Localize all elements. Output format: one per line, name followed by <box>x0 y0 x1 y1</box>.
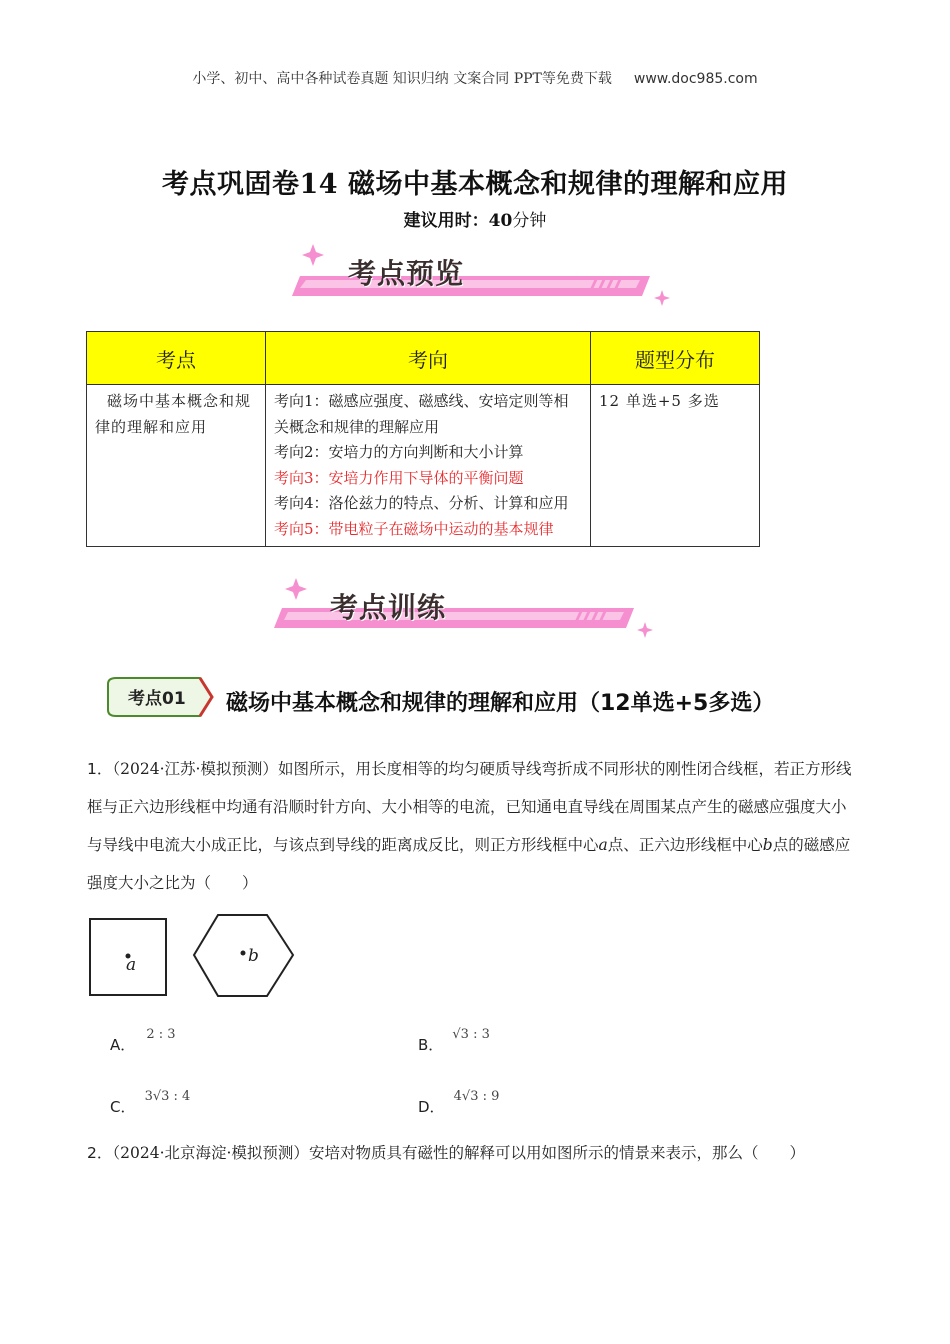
option-b[interactable] <box>418 1027 490 1055</box>
banner-decoration <box>0 576 950 640</box>
option-d-label: D． <box>418 1098 445 1116</box>
question-number: 2． <box>87 1144 113 1162</box>
question-number: 1． <box>87 760 113 778</box>
question-2 <box>87 1134 857 1172</box>
hexagon-frame <box>194 915 293 996</box>
direction-item: 考向3：安培力作用下导体的平衡问题 <box>274 468 524 487</box>
option-a-value: 2 : 3 <box>146 1027 176 1042</box>
var-b: b <box>762 836 773 854</box>
banner-overview-label: 考点预览 <box>348 257 465 290</box>
direction-item: 考向5：带电粒子在磁场中运动的基本规律 <box>274 519 554 538</box>
page-title: 考点巩固卷14 磁场中基本概念和规律的理解和应用 <box>162 169 788 200</box>
var-a: a <box>598 836 608 854</box>
header-topic: 考点 <box>87 332 266 385</box>
sparkle-icon <box>285 578 307 600</box>
question-text: 如图所示，用长度相等的均匀硬质导线弯折成不同形状的刚性闭合线框，若正方形线框与正六边形线框中均通有沿顺时针方向、大小相等的电流，已知通电直导线在周围某点产生的磁感应强度大小与导线中电流大小成正比，与该点到导线的距离成反比，则正方形线框中心 <box>87 760 852 854</box>
direction-item: 考向2：安培力的方向判断和大小计算 <box>274 443 524 461</box>
header-tagline: 小学、初中、高中各种试卷真题 知识归纳 文案合同 PPT等免费下载 <box>192 71 612 87</box>
question-source: （2024·江苏·模拟预测） <box>112 760 278 778</box>
option-b-label: B． <box>418 1036 444 1054</box>
banner-decoration <box>0 242 950 306</box>
figure-square-hexagon <box>86 913 306 1003</box>
banner-overview <box>0 242 950 306</box>
suggested-time <box>0 206 950 231</box>
point-b <box>241 951 246 956</box>
page-header <box>0 68 950 88</box>
option-a-label: A． <box>110 1036 136 1054</box>
banner-training-label: 考点训练 <box>330 591 447 624</box>
direction-cell <box>266 385 591 547</box>
option-c[interactable] <box>110 1089 191 1117</box>
question-source: （2024·北京海淀·模拟预测） <box>112 1144 309 1162</box>
direction-item: 考向4：洛伦兹力的特点、分析、计算和应用 <box>274 494 569 512</box>
sparkle-icon <box>654 290 670 306</box>
section-title: 磁场中基本概念和规律的理解和应用（12单选+5多选） <box>226 691 775 716</box>
option-d-value: 4√3 : 9 <box>453 1089 500 1104</box>
header-direction: 考向 <box>266 332 591 385</box>
figure-label-a: a <box>126 955 137 975</box>
table-row <box>87 385 760 547</box>
direction-item: 考向1：磁感应强度、磁感线、安培定则等相关概念和规律的理解应用 <box>274 392 569 436</box>
header-distribution: 题型分布 <box>591 332 760 385</box>
figure-label-b: b <box>248 946 259 966</box>
option-c-value: 3√3 : 4 <box>144 1089 191 1104</box>
banner-training <box>0 576 950 640</box>
section-badge <box>104 676 216 718</box>
header-site[interactable]: www.doc985.com <box>633 71 758 87</box>
distribution-cell: 12 单选+5 多选 <box>591 385 760 547</box>
topic-cell: 磁场中基本概念和规律的理解和应用 <box>87 385 266 547</box>
table-header-row <box>87 332 760 385</box>
suggested-time-unit: 分钟 <box>512 211 547 231</box>
option-b-value: √3 : 3 <box>452 1027 490 1042</box>
suggested-time-value: 40 <box>488 211 513 231</box>
question-1: 1．（2024·江苏·模拟预测）如图所示，用长度相等的均匀硬质导线弯折成不同形状的刚性闭合线框，若正方形线框与正六边形线框中均通有沿顺时针方向、大小相等的电流，已知通电直导线在周围某点产生的磁感应强度大小与导线中电流大小成正比，与该点到导线的距离成反比，则正方形线框中心a点、正六边形线框中心b点的磁感应强度大小之比为（ ） <box>87 760 852 892</box>
overview-table <box>86 331 760 547</box>
sparkle-icon <box>637 622 653 638</box>
option-a[interactable] <box>110 1027 176 1055</box>
question-text: 安培对物质具有磁性的解释可以用如图所示的情景来表示，那么（ ） <box>308 1144 805 1162</box>
section-badge-label: 考点01 <box>128 689 186 709</box>
option-c-label: C． <box>110 1098 136 1116</box>
suggested-time-label: 建议用时： <box>403 211 489 231</box>
sparkle-icon <box>302 244 324 266</box>
option-d[interactable] <box>418 1089 500 1117</box>
